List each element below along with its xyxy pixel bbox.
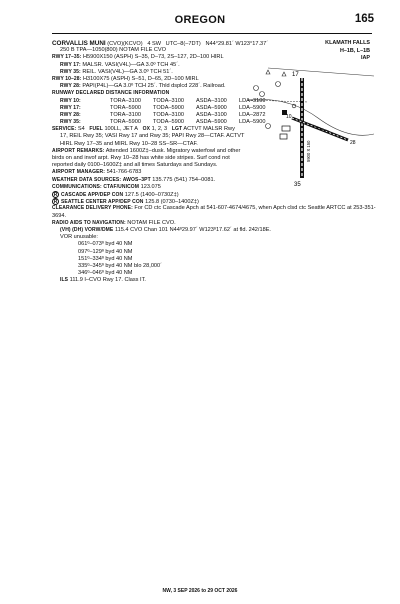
tree-icon xyxy=(276,82,281,87)
state-title: OREGON xyxy=(174,14,226,26)
runway-28-label: 28 xyxy=(350,140,356,146)
declared-row: RWY 10: TORA–3100 TODA–3100 ASDA–3100 LDA–3100 xyxy=(60,97,266,104)
page-number: 165 xyxy=(354,13,374,25)
sectional-name: KLAMATH FALLS xyxy=(325,40,370,46)
iap-indicator: IAP xyxy=(361,55,370,61)
vor-range: 061º–073º byd 40 NM xyxy=(78,241,133,248)
vor-unusable: VOR unusable: xyxy=(60,234,98,241)
airport-elevation-line: 250 B TPA—1050(800) NOTAM FILE CVO xyxy=(60,47,167,54)
airport-location: 4 SW xyxy=(147,41,161,47)
runway-35: RWY 35: REIL. VASI(V4L)—GA 3.0º TCH 51´. xyxy=(60,68,173,75)
ils-line: ILS 111.9 I–CVO Rwy 17. Class IT. xyxy=(60,277,146,284)
airport-diagram xyxy=(248,66,374,186)
radar-icon: R xyxy=(53,192,58,199)
airport-ids: (CVO)(KCVO) xyxy=(107,41,143,47)
runway-28: RWY 28: PAPI(P4L)—GA 3.0º TCH 25´. Thld dsplcd 228´. Railroad. xyxy=(60,83,226,90)
vor-range: 097º–129º byd 40 NM xyxy=(78,248,133,255)
declared-row: RWY 35: TORA–5900 TODA–5900 ASDA–5900 LDA–5900 xyxy=(60,119,266,126)
tree-icon xyxy=(254,86,259,91)
terminal-building xyxy=(282,126,290,131)
vor-range: 335º–345º byd 40 NM blo 28,000´ xyxy=(78,262,163,269)
radio-aids: RADIO AIDS TO NAVIGATION: NOTAM FILE CVO. xyxy=(52,219,176,226)
runway-17-label: 17 xyxy=(292,72,299,78)
declared-distance-heading: RUNWAY DECLARED DISTANCE INFORMATION xyxy=(52,90,170,97)
weather-sources: WEATHER DATA SOURCES: AWOS–3PT 135.775 (541) 754–0081. xyxy=(52,176,216,183)
obstacle-icon xyxy=(266,70,270,74)
hangar-building xyxy=(280,134,287,139)
service-continued: 17, REIL Rwy 35; VASI Rwy 17 and Rwy 35; PAPI Rwy 28—CTAF. ACTVT HIRL Rwy 17–35 and MIRL Rwy 10–28 SS–SR—CTAF. xyxy=(60,133,245,147)
tree-icon xyxy=(266,124,271,129)
airport-utc: UTC–8(–7DT) xyxy=(165,41,201,47)
runway-17-35-dimensions: 5900 X 150 xyxy=(306,140,311,162)
effective-dates: NW, 3 SEP 2026 to 29 OCT 2026 xyxy=(162,588,238,594)
railroad-line xyxy=(248,99,374,135)
windsock-icon xyxy=(292,104,296,108)
airport-remarks: AIRPORT REMARKS: Attended 1600Z‡–dusk. Migratory waterfowl and other birds on and invof arpt. Rwy 10–28 has white side stripes. Surf cond not reported daily 0100–1600Z‡ and all times Saturdays and Sundays. xyxy=(52,147,241,169)
declared-row: RWY 28: TORA–3100 TODA–3100 ASDA–3100 LDA–2872 xyxy=(60,111,266,118)
approach-control-seattle: R SEATTLE CENTER APP/DEP CON 125.8 (0730–1400Z‡) xyxy=(53,199,199,206)
runway-35-label: 35 xyxy=(294,182,301,186)
airport-heading xyxy=(52,40,382,47)
communications: COMMUNICATIONS: CTAF/UNICOM 123.075 xyxy=(52,183,161,190)
approach-control-cascade: R CASCADE APP/DEP CON 127.5 (1400–0730Z‡) xyxy=(53,192,179,199)
header-rule xyxy=(52,33,372,34)
tree-icon xyxy=(260,92,265,97)
clearance-delivery: CLEARANCE DELIVERY PHONE: For CD ctc Cascade Apch at 541-607-4674/4675, when Apch clsd ctc Seattle ARTCC at 253-351-3694. xyxy=(52,205,376,219)
runway-10-28: RWY 10–28: H3100X75 (ASPH) S–51, D–65, 2D–100 MIRL xyxy=(52,75,199,82)
declared-row: RWY 17: TORA–5900 TODA–5900 ASDA–5900 LDA–5900 xyxy=(60,104,266,111)
vor-line: (VH) (DH) VORW/DME 115.4 CVO Chan 101 N44º29.97´ W123º17.62´ at fld. 242/18E. xyxy=(60,226,271,233)
airport-coords: N44°29.81´ W123°17.37´ xyxy=(205,41,269,47)
enroute-charts: H–1B, L–1B xyxy=(340,47,370,54)
vor-range: 151º–334º byd 40 NM xyxy=(78,255,133,262)
runway-17: RWY 17: MALSR. VASI(V4L)—GA 3.0º TCH 45´. xyxy=(60,61,180,68)
road-line xyxy=(248,100,308,102)
service-line: SERVICE: S4 FUEL 100LL, JET A OX 1, 2, 3 LGT ACTVT MALSR Rwy xyxy=(52,126,235,133)
radar-icon: R xyxy=(53,199,58,206)
airport-manager: AIRPORT MANAGER: 541-766-6783 xyxy=(52,169,142,176)
runway-10-label: 10 xyxy=(286,114,292,120)
airport-name: CORVALLIS MUNI xyxy=(52,40,106,47)
obstacle-icon xyxy=(282,72,286,76)
vor-range: 346º–046º byd 40 NM xyxy=(78,270,133,277)
page-header xyxy=(0,14,400,34)
runway-17-35: RWY 17–35: H5900X150 (ASPH) S–35, D–73, 2S–127, 2D–100 HIRL xyxy=(52,54,224,61)
runway-10-28-dimensions: 3100 X 75 xyxy=(311,124,330,135)
